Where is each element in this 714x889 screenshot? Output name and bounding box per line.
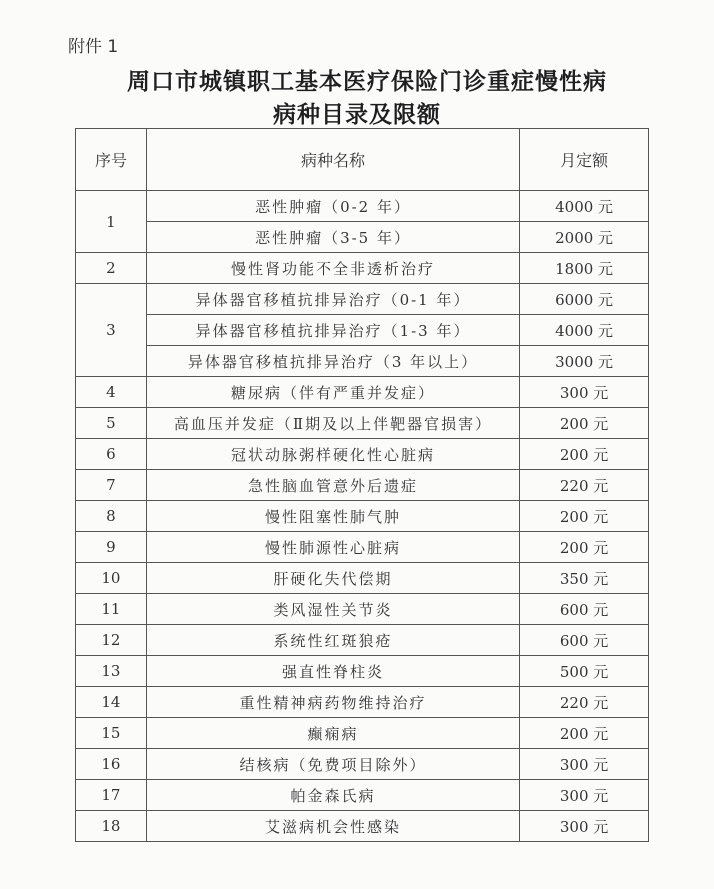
disease-name: 高血压并发症（Ⅱ期及以上伴靶器官损害） bbox=[146, 408, 519, 439]
monthly-limit: 300 元 bbox=[520, 749, 649, 780]
disease-name: 慢性阻塞性肺气肿 bbox=[146, 501, 519, 532]
header-limit: 月定额 bbox=[520, 129, 649, 191]
monthly-limit: 220 元 bbox=[520, 470, 649, 501]
table-row bbox=[76, 594, 649, 625]
monthly-limit: 220 元 bbox=[520, 687, 649, 718]
row-number: 9 bbox=[76, 532, 147, 563]
table-row bbox=[76, 780, 649, 811]
row-number: 16 bbox=[76, 749, 147, 780]
monthly-limit: 200 元 bbox=[520, 501, 649, 532]
row-number: 3 bbox=[76, 284, 147, 377]
row-number: 6 bbox=[76, 439, 147, 470]
row-number: 13 bbox=[76, 656, 147, 687]
disease-name: 慢性肺源性心脏病 bbox=[146, 532, 519, 563]
monthly-limit: 3000 元 bbox=[520, 346, 649, 377]
row-number: 10 bbox=[76, 563, 147, 594]
table-row bbox=[76, 346, 649, 377]
row-number: 7 bbox=[76, 470, 147, 501]
disease-name: 帕金森氏病 bbox=[146, 780, 519, 811]
disease-name: 癫痫病 bbox=[146, 718, 519, 749]
table-row bbox=[76, 315, 649, 346]
row-number: 18 bbox=[76, 811, 147, 842]
disease-name: 肝硬化失代偿期 bbox=[146, 563, 519, 594]
row-number: 4 bbox=[76, 377, 147, 408]
table-row bbox=[76, 656, 649, 687]
disease-name: 强直性脊柱炎 bbox=[146, 656, 519, 687]
row-number: 12 bbox=[76, 625, 147, 656]
monthly-limit: 4000 元 bbox=[520, 315, 649, 346]
disease-name: 冠状动脉粥样硬化性心脏病 bbox=[146, 439, 519, 470]
disease-name: 结核病（免费项目除外） bbox=[146, 749, 519, 780]
monthly-limit: 350 元 bbox=[520, 563, 649, 594]
disease-name: 类风湿性关节炎 bbox=[146, 594, 519, 625]
disease-name: 慢性肾功能不全非透析治疗 bbox=[146, 253, 519, 284]
disease-name: 系统性红斑狼疮 bbox=[146, 625, 519, 656]
table-row bbox=[76, 563, 649, 594]
disease-limit-table bbox=[75, 128, 649, 842]
monthly-limit: 300 元 bbox=[520, 780, 649, 811]
disease-name: 恶性肿瘤（3-5 年） bbox=[146, 222, 519, 253]
row-number: 14 bbox=[76, 687, 147, 718]
monthly-limit: 2000 元 bbox=[520, 222, 649, 253]
table-row bbox=[76, 470, 649, 501]
row-number: 5 bbox=[76, 408, 147, 439]
table-header-row bbox=[76, 129, 649, 191]
table-row bbox=[76, 687, 649, 718]
header-name: 病种名称 bbox=[146, 129, 519, 191]
disease-name: 异体器官移植抗排异治疗（1-3 年） bbox=[146, 315, 519, 346]
monthly-limit: 600 元 bbox=[520, 625, 649, 656]
disease-name: 恶性肿瘤（0-2 年） bbox=[146, 191, 519, 222]
monthly-limit: 200 元 bbox=[520, 718, 649, 749]
monthly-limit: 600 元 bbox=[520, 594, 649, 625]
row-number: 2 bbox=[76, 253, 147, 284]
table-row bbox=[76, 811, 649, 842]
monthly-limit: 200 元 bbox=[520, 532, 649, 563]
monthly-limit: 200 元 bbox=[520, 408, 649, 439]
table-row bbox=[76, 439, 649, 470]
monthly-limit: 6000 元 bbox=[520, 284, 649, 315]
table-row bbox=[76, 408, 649, 439]
row-number: 15 bbox=[76, 718, 147, 749]
table-row bbox=[76, 253, 649, 284]
document-title-line2: 病种目录及限额 bbox=[273, 101, 441, 128]
table-row bbox=[76, 222, 649, 253]
monthly-limit: 500 元 bbox=[520, 656, 649, 687]
table-row bbox=[76, 377, 649, 408]
table-row bbox=[76, 718, 649, 749]
monthly-limit: 200 元 bbox=[520, 439, 649, 470]
table-row bbox=[76, 284, 649, 315]
monthly-limit: 4000 元 bbox=[520, 191, 649, 222]
row-number: 11 bbox=[76, 594, 147, 625]
disease-name: 急性脑血管意外后遗症 bbox=[146, 470, 519, 501]
disease-name: 艾滋病机会性感染 bbox=[146, 811, 519, 842]
row-number: 17 bbox=[76, 780, 147, 811]
disease-name: 异体器官移植抗排异治疗（0-1 年） bbox=[146, 284, 519, 315]
table-row bbox=[76, 625, 649, 656]
table-row bbox=[76, 191, 649, 222]
monthly-limit: 300 元 bbox=[520, 811, 649, 842]
row-number: 1 bbox=[76, 191, 147, 253]
header-no: 序号 bbox=[76, 129, 147, 191]
disease-name: 重性精神病药物维持治疗 bbox=[146, 687, 519, 718]
row-number: 8 bbox=[76, 501, 147, 532]
disease-name: 异体器官移植抗排异治疗（3 年以上） bbox=[146, 346, 519, 377]
table-row bbox=[76, 501, 649, 532]
monthly-limit: 1800 元 bbox=[520, 253, 649, 284]
table-row bbox=[76, 749, 649, 780]
disease-name: 糖尿病（伴有严重并发症） bbox=[146, 377, 519, 408]
attachment-label: 附件 1 bbox=[68, 37, 119, 57]
document-title-line1: 周口市城镇职工基本医疗保险门诊重症慢性病 bbox=[127, 68, 607, 95]
monthly-limit: 300 元 bbox=[520, 377, 649, 408]
table-row bbox=[76, 532, 649, 563]
